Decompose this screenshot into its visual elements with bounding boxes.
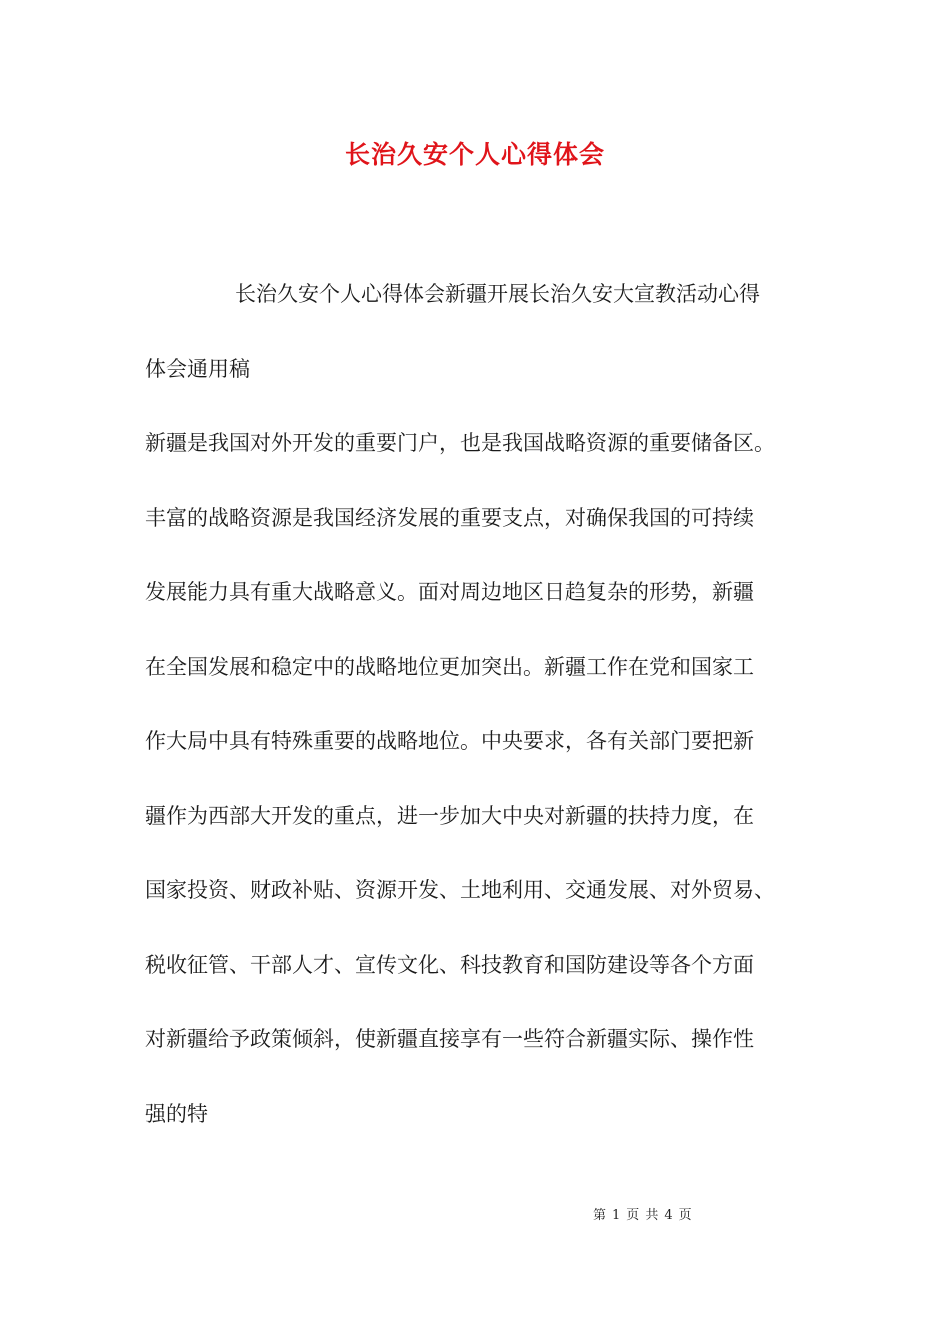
footer-label-unit: 页 — [626, 1208, 640, 1223]
body-line: 税收征管、干部人才、宣传文化、科技教育和国防建设等各个方面 — [145, 952, 754, 977]
body-line: 强的特 — [145, 1101, 208, 1126]
footer-current-page: 1 — [612, 1208, 621, 1223]
body-line: 疆作为西部大开发的重点，进一步加大中央对新疆的扶持力度，在 — [145, 803, 754, 828]
body-line: 对新疆给予政策倾斜，使新疆直接享有一些符合新疆实际、操作性 — [145, 1027, 754, 1051]
page-footer — [593, 1206, 698, 1226]
body-line: 体会通用稿 — [145, 356, 250, 381]
footer-label-page: 第 — [593, 1208, 607, 1223]
body-line: 长治久安个人心得体会新疆开展长治久安大宣教活动心得 — [235, 282, 760, 306]
body-line: 发展能力具有重大战略意义。面对周边地区日趋复杂的形势，新疆 — [145, 580, 754, 604]
body-line: 国家投资、财政补贴、资源开发、土地利用、交通发展、对外贸易、 — [145, 878, 775, 902]
body-line: 丰富的战略资源是我国经济发展的重要支点，对确保我国的可持续 — [145, 505, 754, 530]
footer-total-pages: 4 — [664, 1208, 673, 1223]
footer-label-total: 共 — [645, 1208, 659, 1223]
document-title: 长治久安个人心得体会 — [344, 140, 605, 169]
footer-label-unit2: 页 — [678, 1208, 692, 1223]
body-line: 在全国发展和稳定中的战略地位更加突出。新疆工作在党和国家工 — [145, 654, 754, 679]
document-body — [145, 272, 825, 1166]
body-line: 新疆是我国对外开发的重要门户，也是我国战略资源的重要储备区。 — [145, 431, 775, 455]
body-line: 作大局中具有特殊重要的战略地位。中央要求，各有关部门要把新 — [145, 729, 754, 753]
